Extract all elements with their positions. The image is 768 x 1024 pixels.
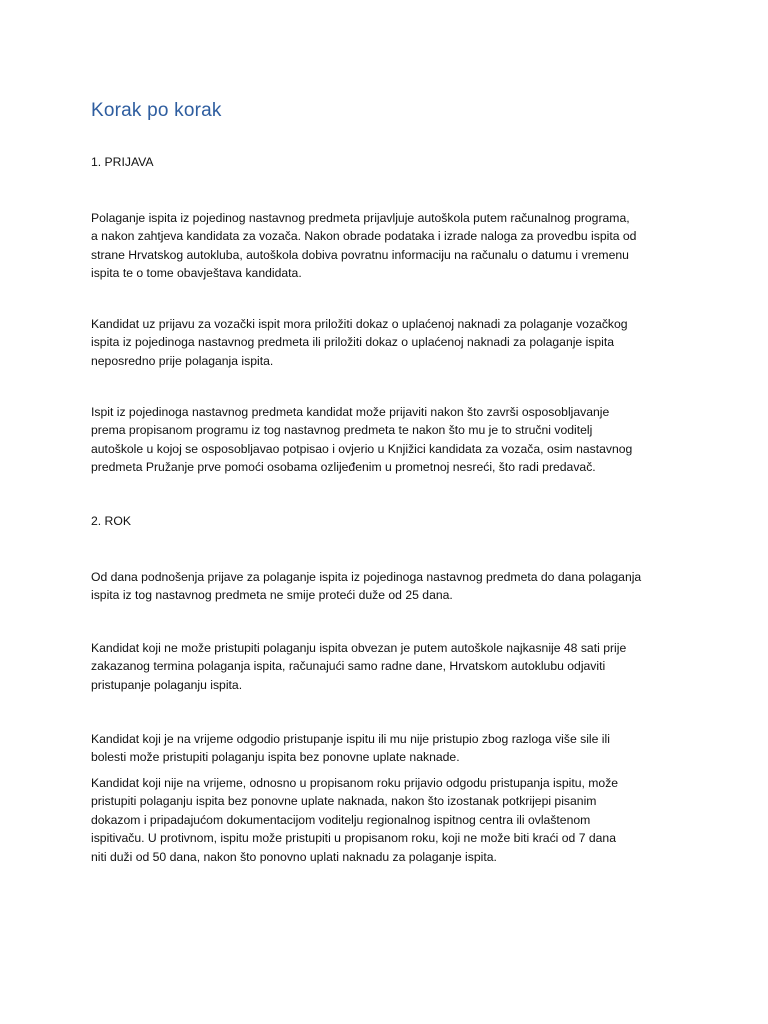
section-heading-prijava: 1. PRIJAVA [91,155,154,169]
section-heading-rok: 2. ROK [91,514,131,528]
page-title: Korak po korak [91,100,222,121]
paragraph: Kandidat koji je na vrijeme odgodio pristupanje ispitu ili mu nije pristupio zbog razloga više sile ili bolesti može pristupiti polaganju ispita bez ponovne uplate naknade. [91,732,610,765]
paragraph: Od dana podnošenja prijave za polaganje ispita iz pojedinoga nastavnog predmeta do dana polaganja ispita iz tog nastavnog predmeta ne smije proteći duže od 25 dana. [91,570,642,603]
paragraph: Kandidat koji nije na vrijeme, odnosno u propisanom roku prijavio odgodu pristupanja ispitu, može pristupiti polaganju ispita bez ponovne uplate naknada, nakon što izostanak potkrijepi pisanim dokazom i pripadajućom dokumentacijom voditelju regionalnog ispitnog centra ili ovlaštenom ispitivaču. U protivnom, ispitu može pristupiti u propisanom roku, koji ne može biti kraći od 7 dana niti duži od 50 dana, nakon što ponovno uplati naknadu za polaganje ispita. [91,776,619,864]
paragraph: Kandidat uz prijavu za vozački ispit mora priložiti dokaz o uplaćenoj naknadi za polaganje vozačkog ispita iz pojedinoga nastavnog predmeta ili priložiti dokaz o uplaćenoj naknadi za polaganje ispita neposredno prije polaganja ispita. [91,317,628,368]
paragraph: Ispit iz pojedinoga nastavnog predmeta kandidat može prijaviti nakon što završi osposobljavanje prema propisanom programu iz tog nastavnog predmeta te nakon što mu je to stručni voditelj autoškole u kojoj se osposobljavao potpisao i ovjerio u Knjižici kandidata za vozača, osim nastavnog predmeta Pružanje prve pomoći osobama ozlijeđenim u prometnoj nesreći, što radi predavač. [91,405,633,475]
paragraph: Kandidat koji ne može pristupiti polaganju ispita obvezan je putem autoškole najkasnije 48 sati prije zakazanog termina polaganja ispita, računajući samo radne dane, Hrvatskom autoklubu odjaviti pristupanje polaganju ispita. [91,641,627,692]
paragraph: Polaganje ispita iz pojedinog nastavnog predmeta prijavljuje autoškola putem računalnog programa, a nakon zahtjeva kandidata za vozača. Nakon obrade podataka i izrade naloga za provedbu ispita od strane Hrvatskog autokluba, autoškola dobiva povratnu informaciju na računalu o datumu i vremenu ispita te o tome obavještava kandidata. [91,211,637,281]
